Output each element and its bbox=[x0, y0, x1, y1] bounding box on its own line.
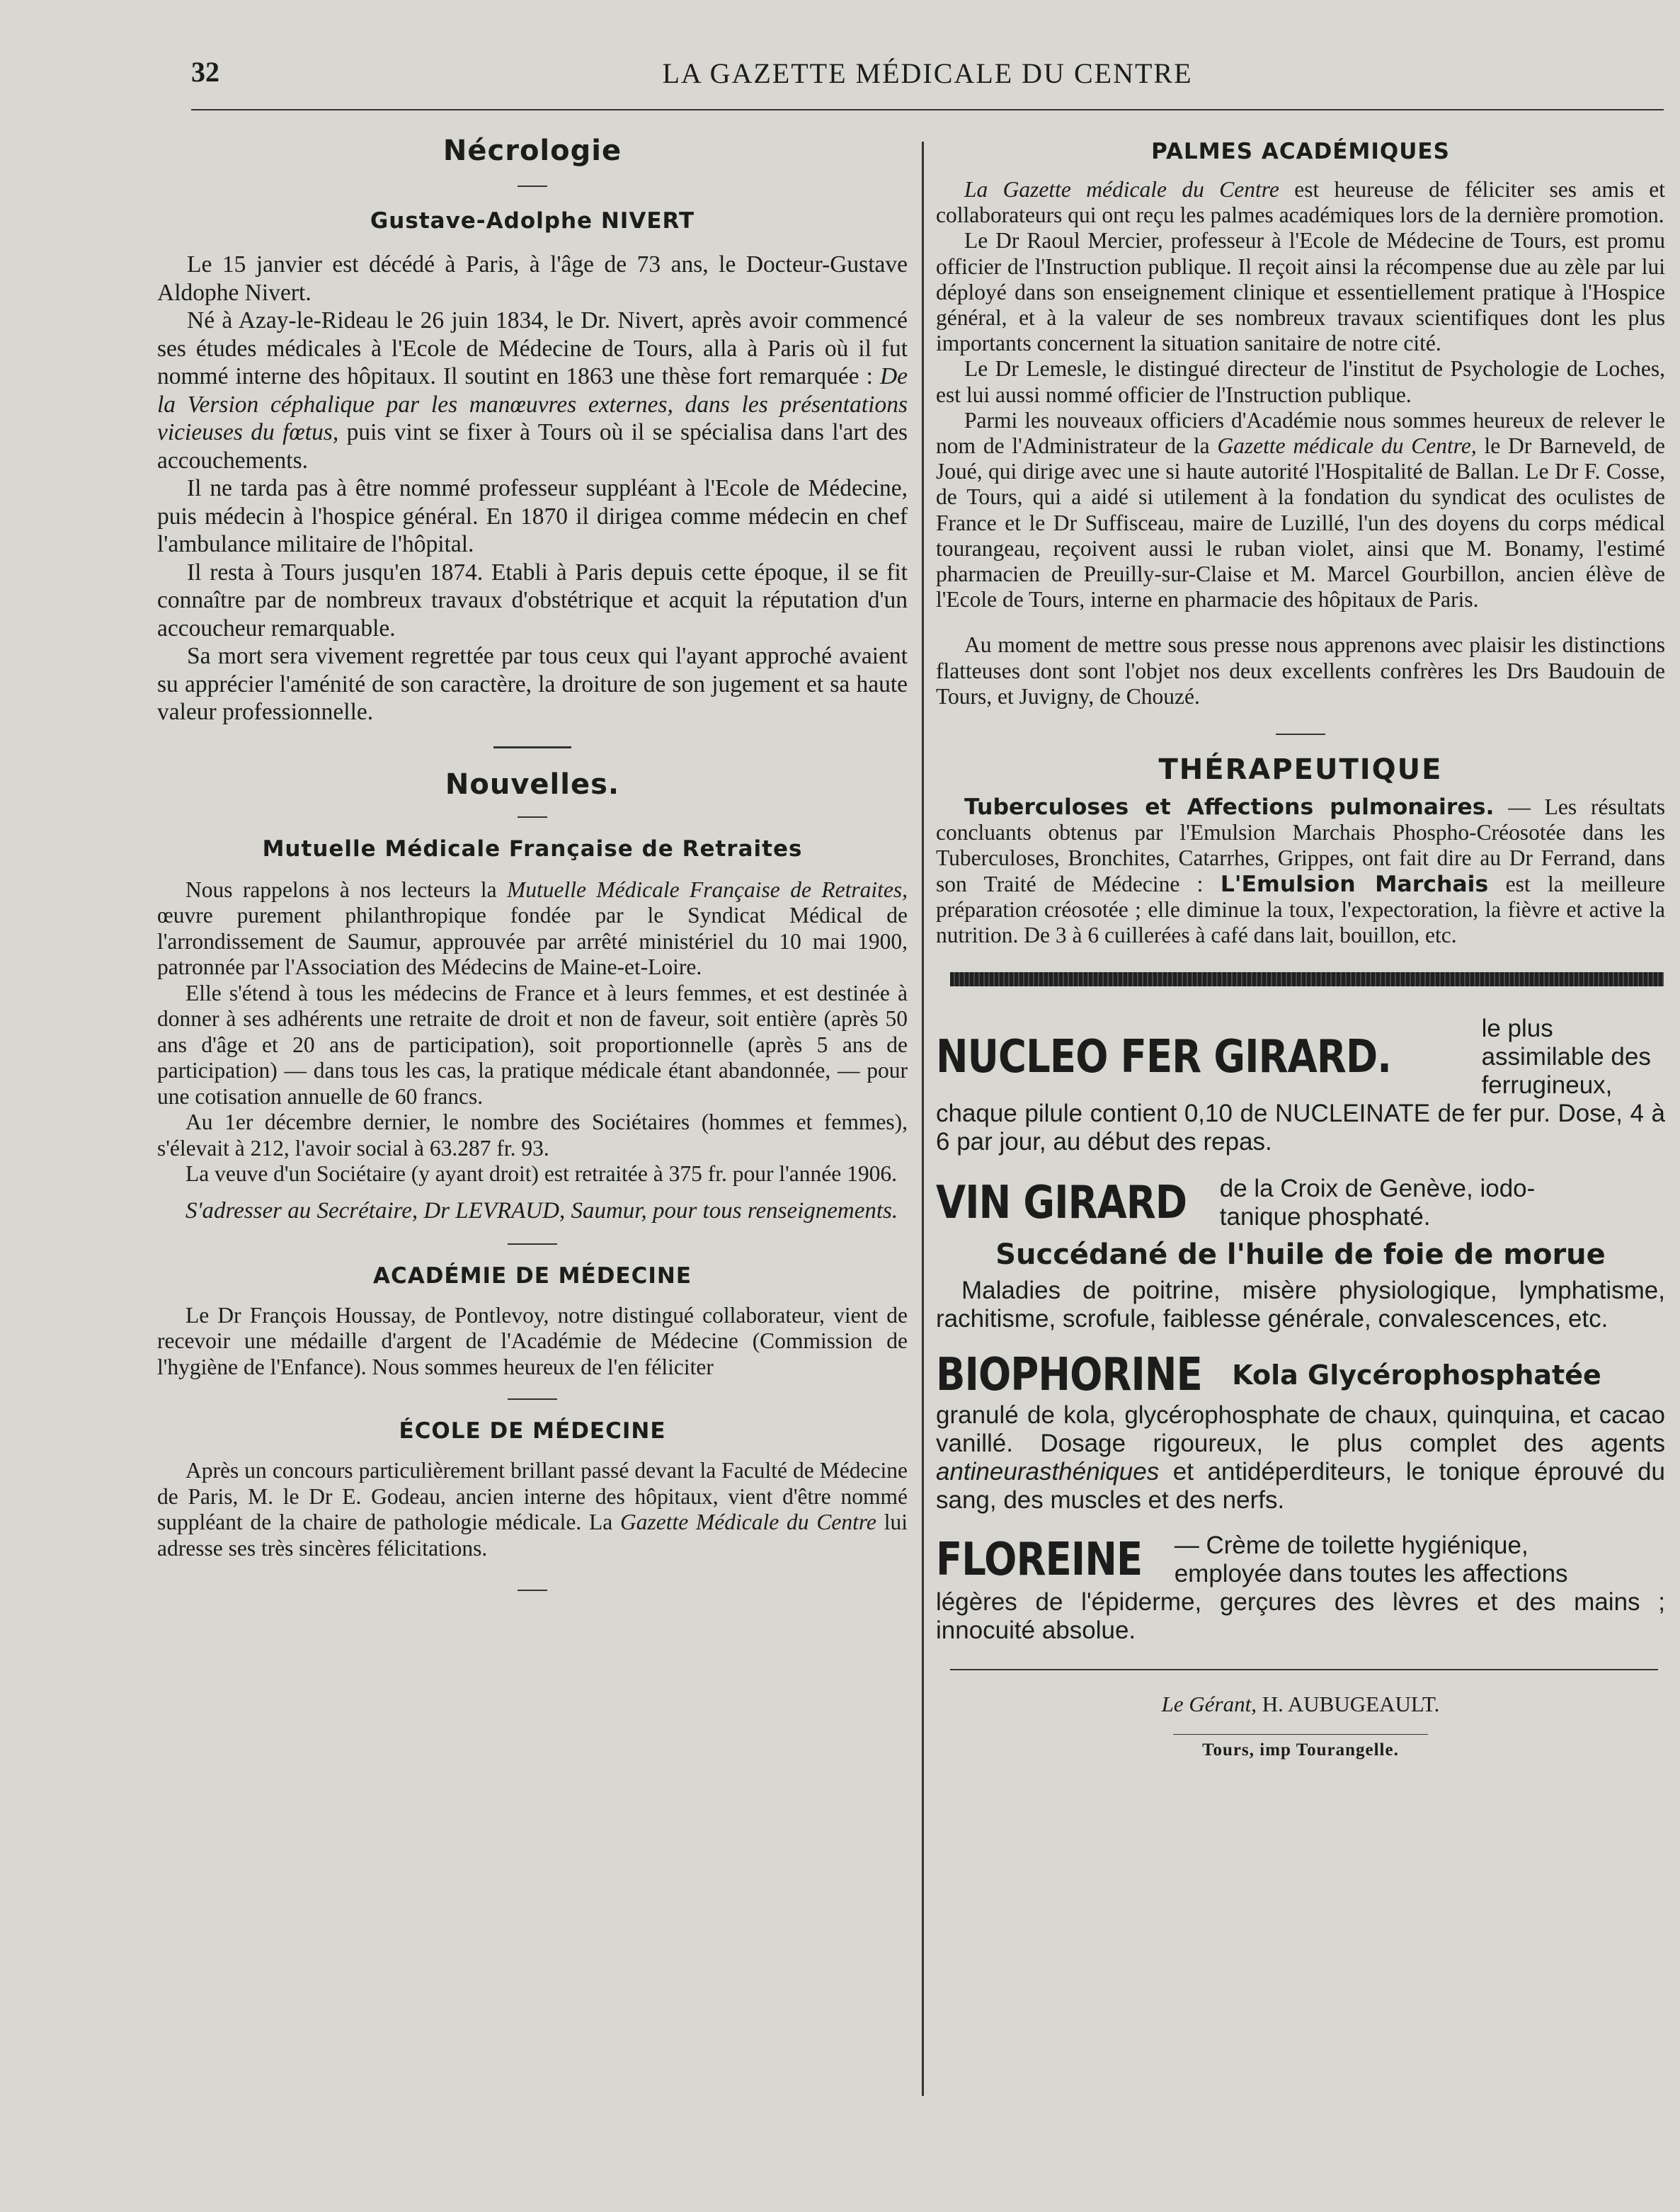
mutuelle-heading: Mutuelle Médicale Française de Retraites bbox=[262, 836, 803, 862]
section-rule bbox=[508, 1243, 557, 1245]
nucleo-description: chaque pilule contient 0,10 de NUCLEINATE de fer pur. Dose, 4 à 6 par jour, au début des repas. bbox=[936, 1100, 1665, 1156]
mutuelle-contact: S'adresser au Secrétaire, Dr LEVRAUD, Saumur, pour tous renseignements. bbox=[185, 1197, 898, 1224]
palmes-paragraph-2: Le Dr Raoul Mercier, professeur à l'Ecole de Médecine de Tours, est promu officier de l'Instruction publique. Il reçoit ainsi la récompense due au zèle par lui déployé dans son enseignement clinique et essentiellement pratique à l'Hospice général, et à la valeur de ses nombreux travaux scientifiques dont les plus importants concernent la situation sanitaire de notre cité. bbox=[936, 228, 1665, 356]
floreine-advert bbox=[936, 1532, 1665, 1645]
vin-brand: VIN GIRARD bbox=[936, 1177, 1187, 1230]
academie-heading: ACADÉMIE DE MÉDECINE bbox=[372, 1262, 692, 1289]
page-header bbox=[191, 55, 1664, 98]
therapeutique-paragraph: Tuberculoses et Affections pulmonaires. — Les résultats concluants obtenus par l'Emulsion Marchais Phospho-Créosotée dans les Tuberculoses, Bronchites, Catarrhes, Grippes, ont fait dire au Dr Ferrand, dans son Traité de Médecine : L'Emulsion Marchais est la meilleure préparation créosotée ; elle diminue la toux, l'expectoration, la fièvre et active la nutrition. De 3 à 6 cuillerées à café dans lait, bouillon, etc. bbox=[936, 794, 1665, 948]
ecole-paragraph: Après un concours particulièrement brillant passé devant la Faculté de Médecine de Paris, M. le Dr E. Godeau, ancien interne des hôpitaux, vient d'être nommé suppléant de la chaire de pathologie médicale. La Gazette Médicale du Centre lui adresse ses très sincères félicitations. bbox=[157, 1458, 908, 1561]
ecole-heading: ÉCOLE DE MÉDECINE bbox=[399, 1418, 666, 1444]
nivert-paragraph-1: Le 15 janvier est décédé à Paris, à l'âge de 73 ans, le Docteur-Gustave Aldophe Nivert. bbox=[157, 251, 908, 306]
vin-subtitle: Succédané de l'huile de foie de morue bbox=[995, 1238, 1606, 1272]
mutuelle-paragraph-3: Au 1er décembre dernier, le nombre des Sociétaires (hommes et femmes), s'élevait à 212, l'avoir social à 63.287 fr. 93. bbox=[157, 1110, 908, 1161]
column-divider bbox=[922, 142, 924, 2096]
section-rule bbox=[493, 746, 571, 748]
mutuelle-paragraph-1: Nous rappelons à nos lecteurs la Mutuelle Médicale Française de Retraites, œuvre purement philanthropique fondée par le Syndicat Médical de l'arrondissement de Saumur, approuvée par arrêté ministériel du 10 mai 1900, patronnée par l'Association des Médecins de Maine-et-Loire. bbox=[157, 877, 908, 979]
nivert-heading: Gustave-Adolphe NIVERT bbox=[370, 208, 695, 234]
separator-dash bbox=[518, 816, 547, 818]
printer-rule bbox=[1173, 1734, 1428, 1735]
page-number: 32 bbox=[191, 56, 219, 88]
floreine-brand: FLOREINE bbox=[936, 1534, 1143, 1587]
academie-paragraph: Le Dr François Houssay, de Pontlevoy, notre distingué collaborateur, vient de recevoir une médaille d'argent de l'Académie de Médecine (Commission de l'hygiène de l'Enfance). Nous sommes heureux de l'en féliciter bbox=[157, 1302, 908, 1379]
therapeutique-heading: THÉRAPEUTIQUE bbox=[1158, 753, 1443, 787]
left-column bbox=[157, 127, 908, 1591]
nucleo-tagline: le plus assimilable des ferrugineux, bbox=[1481, 1015, 1651, 1100]
palmes-paragraph-5: Au moment de mettre sous presse nous apprenons avec plaisir les distinctions flatteuses dont sont l'objet nos deux excellents confrères les Drs Baudouin de Tours, et Juvigny, de Chouzé. bbox=[936, 632, 1665, 709]
palmes-paragraph-3: Le Dr Lemesle, le distingué directeur de l'institut de Psychologie de Loches, est lui aussi nommé officier de l'Instruction publique. bbox=[936, 356, 1665, 407]
palmes-paragraph-1: La Gazette médicale du Centre est heureuse de féliciter ses amis et collaborateurs qui ont reçu les palmes académiques lors de la dernière promotion. bbox=[936, 177, 1665, 228]
nivert-obituary bbox=[157, 251, 908, 726]
right-column bbox=[936, 127, 1665, 1760]
advertisement-divider-bar bbox=[950, 972, 1664, 986]
nouvelles-heading: Nouvelles. bbox=[445, 768, 620, 801]
mutuelle-paragraph-2: Elle s'étend à tous les médecins de France et à leurs femmes, et est destinée à donner à ses adhérents une retraite de droit et non de faveur, soit entière (après 50 ans d'âge et 20 ans de participation), soit proportionnelle (après 5 ans de participation) — dans tous les cas, la pratique médicale étant abandonnée, — pour une cotisation annuelle de 60 francs. bbox=[157, 980, 908, 1109]
running-title: LA GAZETTE MÉDICALE DU CENTRE bbox=[662, 57, 1193, 89]
vin-advert bbox=[936, 1175, 1665, 1333]
nivert-paragraph-5: Sa mort sera vivement regrettée par tous ceux qui l'ayant approché avaient su apprécier l'aménité de son caractère, la droiture de son jugement et sa haute valeur professionnelle. bbox=[157, 643, 908, 725]
palmes-article bbox=[936, 177, 1665, 709]
biophorine-description: granulé de kola, glycérophosphate de chaux, quinquina, et cacao vanillé. Dosage rigoureux, le plus complet des agents antineurasthéniques et antidéperditeurs, le tonique éprouvé du sang, des muscles et des nerfs. bbox=[936, 1401, 1665, 1515]
separator-dash bbox=[518, 1590, 547, 1591]
mutuelle-article bbox=[157, 877, 908, 1225]
vin-description: Maladies de poitrine, misère physiologique, lymphatisme, rachitisme, scrofule, faiblesse générale, convalescences, etc. bbox=[936, 1277, 1665, 1333]
floreine-tagline: — Crème de toilette hygiénique, employée dans toutes les affections bbox=[1174, 1532, 1568, 1588]
palmes-paragraph-4: Parmi les nouveaux officiers d'Académie nous sommes heureux de relever le nom de l'Administrateur de la Gazette médicale du Centre, le Dr Barneveld, de Joué, qui dirige avec une si haute autorité l'Hospitalité de Ballan. Le Dr F. Cosse, de Tours, qui a aidé si utilement à la fondation du syndicat des oculistes de France et le Dr Suffisceau, maire de Luzillé, l'un des doyens du corps médical tourangeau, reçoivent aussi le ruban violet, ainsi que M. Bonamy, l'estimé pharmacien de Preuilly-sur-Claise et M. Marcel Gourbillon, ancien élève de l'Ecole de Tours, interne en pharmacie des hôpitaux de Paris. bbox=[936, 407, 1665, 612]
biophorine-brand: BIOPHORINE bbox=[936, 1349, 1202, 1402]
nivert-paragraph-3: Il ne tarda pas à être nommé professeur suppléant à l'Ecole de Médecine, puis médecin à l'hospice général. En 1870 il dirigea comme médecin en chef l'ambulance militaire de l'hôpital. bbox=[157, 475, 908, 557]
nucleo-brand: NUCLEO FER GIRARD. bbox=[936, 1031, 1392, 1084]
vin-tagline: de la Croix de Genève, iodo-tanique phosphaté. bbox=[1219, 1175, 1536, 1231]
necrologie-heading: Nécrologie bbox=[442, 135, 622, 167]
palmes-heading: PALMES ACADÉMIQUES bbox=[1151, 139, 1450, 164]
nucleo-advert bbox=[936, 1015, 1665, 1156]
nivert-paragraph-2: Né à Azay-le-Rideau le 26 juin 1834, le Dr. Nivert, après avoir commencé ses études médicales à l'Ecole de Médecine de Tours, alla à Paris où il fut nommé interne des hôpitaux. Il soutint en 1863 une thèse fort remarquée : De la Version céphalique par les manœuvres externes, dans les présentations vicieuses du fœtus, puis vint se fixer à Tours où il se spécialisa dans l'art des accouchements. bbox=[157, 307, 908, 474]
signature-rule bbox=[950, 1669, 1658, 1670]
signature: Le Gérant, H. AUBUGEAULT. bbox=[1161, 1692, 1440, 1717]
biophorine-tagline: Kola Glycérophosphatée bbox=[1232, 1359, 1601, 1391]
biophorine-advert bbox=[936, 1349, 1665, 1515]
printer-imprint: Tours, imp Tourangelle. bbox=[1202, 1740, 1399, 1760]
nivert-paragraph-4: Il resta à Tours jusqu'en 1874. Etabli à Paris depuis cette époque, il se fit connaître par de nombreux travaux d'obstétrique et acquit la réputation d'un accoucheur remarquable. bbox=[157, 559, 908, 642]
separator-dash bbox=[518, 186, 547, 187]
section-rule bbox=[508, 1398, 557, 1400]
section-rule bbox=[1276, 734, 1325, 735]
mutuelle-paragraph-4: La veuve d'un Sociétaire (y ayant droit) est retraitée à 375 fr. pour l'année 1906. bbox=[185, 1161, 897, 1186]
header-rule bbox=[191, 109, 1664, 110]
floreine-description: légères de l'épiderme, gerçures des lèvres et des mains ; innocuité absolue. bbox=[936, 1588, 1665, 1645]
